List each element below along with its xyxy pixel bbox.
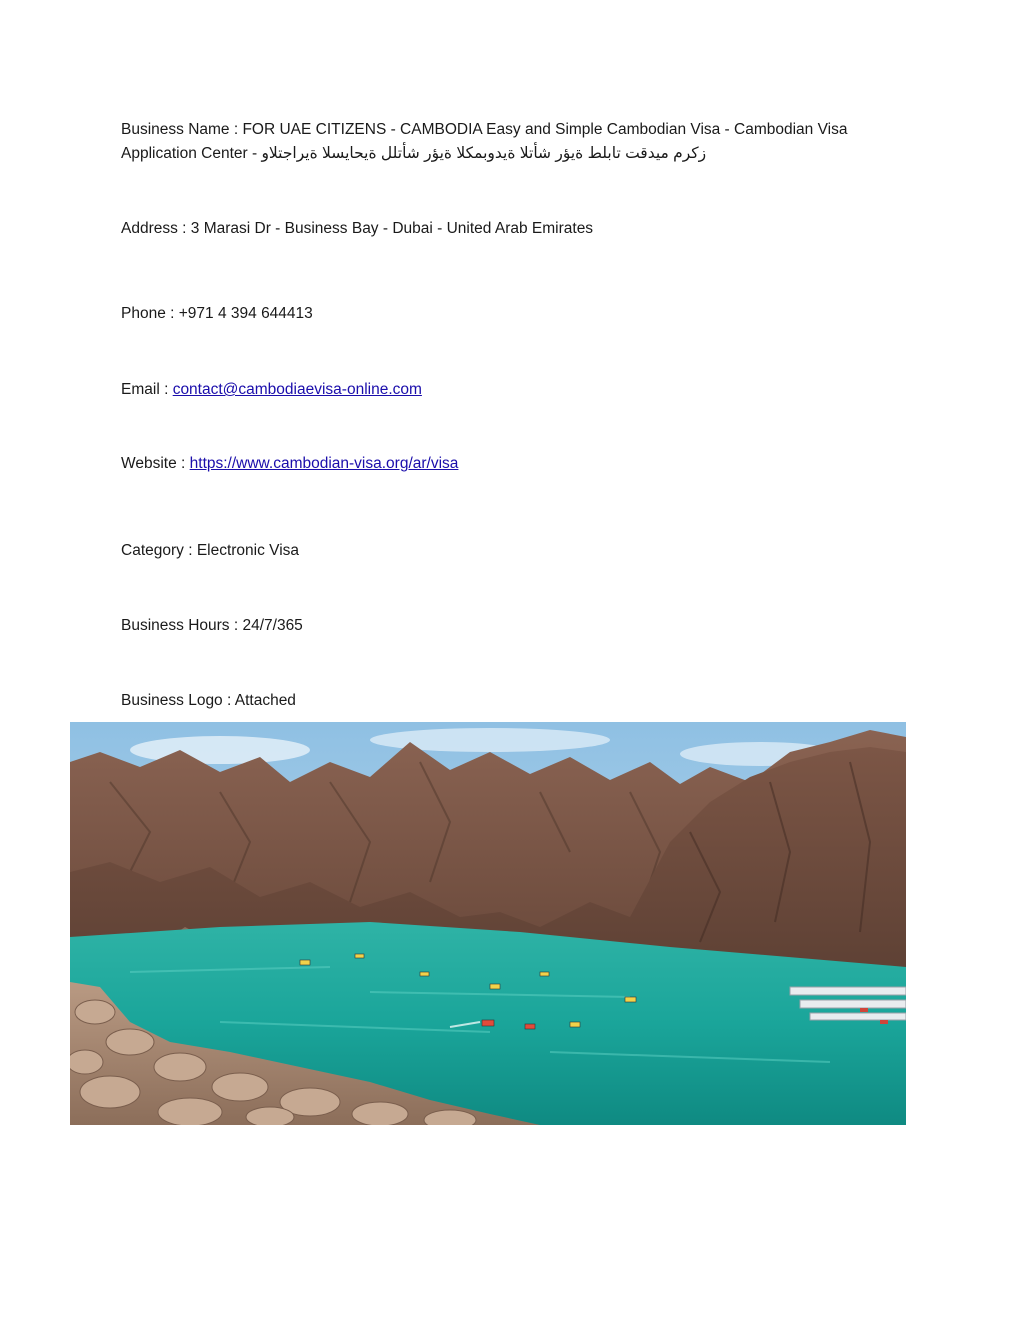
business-name-line-1 [121, 118, 847, 141]
logo-value: Attached [234, 692, 296, 709]
phone-value: +971 4 394 644413 [178, 305, 313, 322]
email-label: Email : [121, 381, 173, 398]
website-line [121, 452, 458, 475]
email-link[interactable]: contact@cambodiaevisa-online.com [172, 381, 422, 398]
website-link[interactable]: https://www.cambodian-visa.org/ar/visa [189, 455, 459, 472]
business-name-line-2 [121, 142, 706, 165]
logo-label: Business Logo : [121, 692, 235, 709]
business-name-value-continued: Application Center - [121, 145, 262, 162]
category-line [121, 539, 299, 562]
logo-line [121, 689, 296, 712]
phone-label: Phone : [121, 305, 179, 322]
hours-value: 24/7/365 [242, 617, 303, 634]
email-line [121, 378, 422, 401]
hours-line [121, 614, 303, 637]
business-name-value: FOR UAE CITIZENS - CAMBODIA Easy and Simple Cambodian Visa - Cambodian Visa [242, 121, 848, 138]
landscape-photo [70, 722, 906, 1125]
website-label: Website : [121, 455, 190, 472]
landscape-illustration [70, 722, 906, 1125]
phone-line [121, 302, 313, 325]
business-name-arabic: زكرم ميدقت تابلط ةيؤر شأتلا ةيدوبمكلا ةيؤر شأتلل ةيحايسلا ةيراجتلاو [261, 145, 707, 162]
address-line [121, 217, 593, 240]
category-label: Category : [121, 542, 197, 559]
category-value: Electronic Visa [196, 542, 300, 559]
hours-label: Business Hours : [121, 617, 243, 634]
business-name-label: Business Name : [121, 121, 243, 138]
address-value: 3 Marasi Dr - Business Bay - Dubai - United Arab Emirates [190, 220, 594, 237]
address-label: Address : [121, 220, 191, 237]
